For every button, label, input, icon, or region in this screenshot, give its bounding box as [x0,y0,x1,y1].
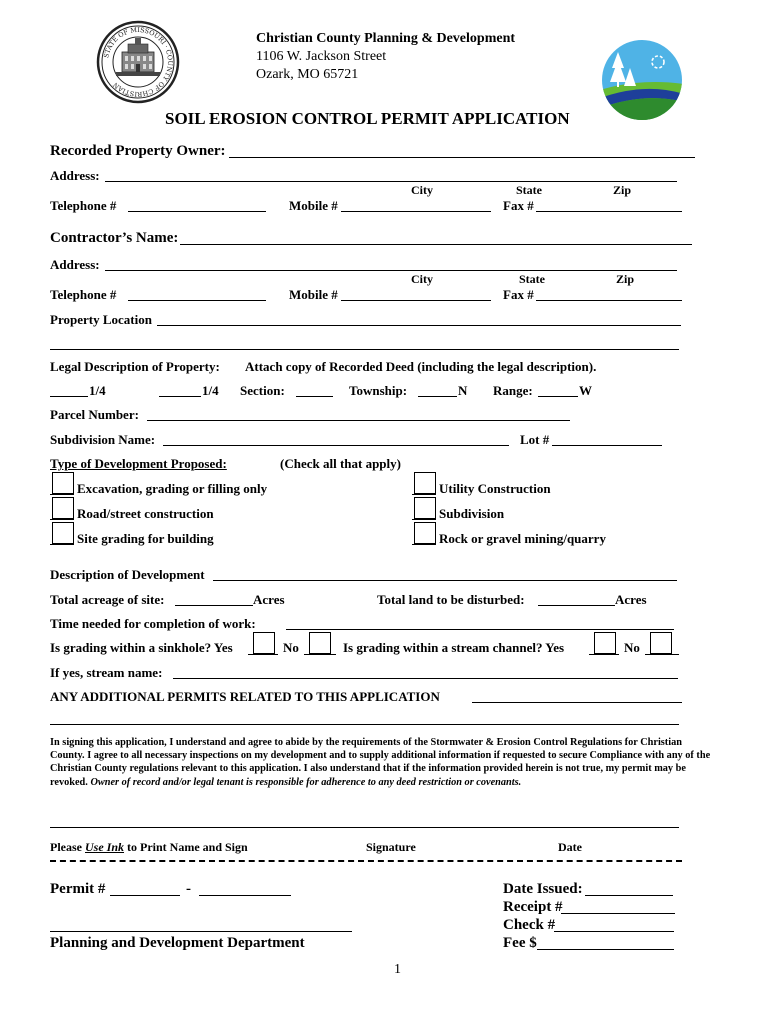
development-type-label: Type of Development Proposed: [50,456,227,471]
agreement-paragraph [50,736,714,789]
fee-label: Fee $ [503,935,537,951]
option-rock-mining: Rock or gravel mining/quarry [439,531,606,546]
receipt-label: Receipt # [503,899,563,915]
parcel-number-label: Parcel Number: [50,407,139,422]
description-label: Description of Development [50,567,205,582]
checkbox-underline [304,654,336,655]
owner-fax-field[interactable] [536,211,682,212]
permit-number-field-2[interactable] [199,895,291,896]
contractor-address-label: Address: [50,257,100,272]
township-label: Township: [349,383,408,398]
permit-number-field[interactable] [110,895,180,896]
checkbox-underline [412,494,436,495]
quarter-2-field[interactable] [159,396,201,397]
stream-no-label: No [624,640,640,655]
date-label: Date [558,840,582,854]
department-signature-field[interactable] [50,931,352,932]
stream-question: Is grading within a stream channel? Yes [343,640,565,655]
checkbox-underline [412,519,436,520]
checkbox-underline [248,654,278,655]
checkbox-underline [589,654,619,655]
checkbox-underline [412,544,436,545]
description-field[interactable] [213,580,677,581]
landscape-logo [600,38,684,122]
sinkhole-question: Is grading within a sinkhole? Yes [50,640,233,655]
acres-label-1: Acres [253,592,285,607]
receipt-field[interactable] [561,913,675,914]
checkbox-sinkhole-yes[interactable] [253,632,275,654]
subdivision-name-field[interactable] [163,445,509,446]
option-road-construction: Road/street construction [77,506,214,521]
checkbox-sinkhole-no[interactable] [309,632,331,654]
section-field[interactable] [296,396,333,397]
contractor-fax-field[interactable] [536,300,682,301]
date-issued-field[interactable] [585,895,673,896]
sign-instruction [50,840,248,855]
org-name: Christian County Planning & Development [256,31,516,46]
option-site-grading: Site grading for building [77,531,214,546]
permit-dash: - [186,881,191,897]
check-all-note: (Check all that apply) [280,456,401,471]
quarter-1-label: 1/4 [89,383,106,398]
acres-label-2: Acres [615,592,647,607]
please-text: Please [50,840,82,854]
additional-permits-field[interactable] [472,702,682,703]
township-field[interactable] [418,396,457,397]
owner-zip-label: Zip [613,183,632,197]
owner-address-label: Address: [50,168,100,183]
use-ink-text: Use Ink [85,840,125,854]
property-location-field-2[interactable] [50,349,679,350]
owner-label: Recorded Property Owner: [50,143,226,159]
lot-label: Lot # [520,432,550,447]
org-city: Ozark, MO 65721 [256,67,359,82]
permit-number-label: Permit # [50,881,106,897]
section-label: Section: [240,383,285,398]
quarter-2-label: 1/4 [202,383,219,398]
stream-name-label: If yes, stream name: [50,665,163,680]
legal-description-label: Legal Description of Property: [50,359,220,374]
print-name-text: to Print Name and Sign [127,840,248,854]
form-title: SOIL EROSION CONTROL PERMIT APPLICATION [165,109,570,128]
check-field[interactable] [554,931,674,932]
department-label: Planning and Development Department [50,935,305,951]
checkbox-stream-yes[interactable] [594,632,616,654]
checkbox-underline [50,519,74,520]
range-w-label: W [579,383,592,398]
owner-name-field[interactable] [229,157,695,158]
land-disturbed-field[interactable] [538,605,615,606]
owner-telephone-field[interactable] [128,211,266,212]
additional-permits-field-2[interactable] [50,724,679,725]
parcel-number-field[interactable] [147,420,570,421]
property-location-label: Property Location [50,312,152,327]
lot-field[interactable] [552,445,662,446]
date-issued-label: Date Issued: [503,881,583,897]
total-acreage-label: Total acreage of site: [50,592,165,607]
contractor-fax-label: Fax # [503,287,534,302]
owner-address-field[interactable] [105,181,677,182]
contractor-telephone-label: Telephone # [50,287,117,302]
time-needed-label: Time needed for completion of work: [50,616,256,631]
option-excavation: Excavation, grading or filling only [77,481,268,496]
contractor-city-label: City [411,272,433,286]
check-label: Check # [503,917,556,933]
owner-telephone-label: Telephone # [50,198,117,213]
time-needed-field[interactable] [286,629,674,630]
owner-city-label: City [411,183,433,197]
signature-label: Signature [366,840,416,854]
checkbox-road-construction[interactable] [52,497,74,519]
land-disturbed-label: Total land to be disturbed: [377,592,525,607]
svg-text:STATE OF MISSOURI · COUNTY OF: STATE OF MISSOURI · COUNTY OF CHRISTIAN [102,25,175,99]
owner-state-label: State [516,183,542,197]
checkbox-stream-no[interactable] [650,632,672,654]
range-field[interactable] [538,396,578,397]
checkbox-subdivision[interactable] [414,497,436,519]
checkbox-utility-construction[interactable] [414,472,436,494]
quarter-1-field[interactable] [50,396,88,397]
additional-permits-label: ANY ADDITIONAL PERMITS RELATED TO THIS APPLICATION [50,689,440,704]
checkbox-excavation[interactable] [52,472,74,494]
owner-fax-label: Fax # [503,198,534,213]
checkbox-underline [50,494,74,495]
option-utility-construction: Utility Construction [439,481,551,496]
org-street: 1106 W. Jackson Street [256,49,387,64]
legal-description-note: Attach copy of Recorded Deed (including the legal description). [245,359,597,374]
agreement-text: In signing this application, I understand and agree to abide by the requirements of the Stormwater & Erosion Control Regulations for Christian County. I agree to all necessary inspections on my development and to supply additional information if requested to secure Compliance with any of the Christian County regulations relevant to this application. I also understand that if the information provided herein is not true, my permit may be revoked. [50,737,711,788]
subdivision-name-label: Subdivision Name: [50,432,156,447]
contractor-zip-label: Zip [616,272,635,286]
owner-mobile-field[interactable] [341,211,491,212]
contractor-state-label: State [519,272,545,286]
stream-name-field[interactable] [173,678,678,679]
checkbox-rock-mining[interactable] [414,522,436,544]
contractor-address-field[interactable] [105,270,677,271]
fee-field[interactable] [537,949,674,950]
office-use-divider [50,860,682,862]
range-label: Range: [493,383,533,398]
property-location-field[interactable] [157,325,681,326]
contractor-name-field[interactable] [180,244,692,245]
checkbox-site-grading[interactable] [52,522,74,544]
contractor-mobile-label: Mobile # [289,287,338,302]
signature-field[interactable] [50,827,679,828]
county-seal-logo [96,20,180,104]
page-number: 1 [394,962,401,977]
total-acreage-field[interactable] [175,605,253,606]
checkbox-underline [645,654,679,655]
owner-mobile-label: Mobile # [289,198,338,213]
contractor-label: Contractor’s Name: [50,230,179,246]
option-subdivision: Subdivision [439,506,505,521]
contractor-telephone-field[interactable] [128,300,266,301]
township-n-label: N [458,383,468,398]
sinkhole-no-label: No [283,640,299,655]
contractor-mobile-field[interactable] [341,300,491,301]
agreement-italic-text: Owner of record and/or legal tenant is responsible for adherence to any deed restriction or covenants. [90,776,522,788]
checkbox-underline [50,544,74,545]
